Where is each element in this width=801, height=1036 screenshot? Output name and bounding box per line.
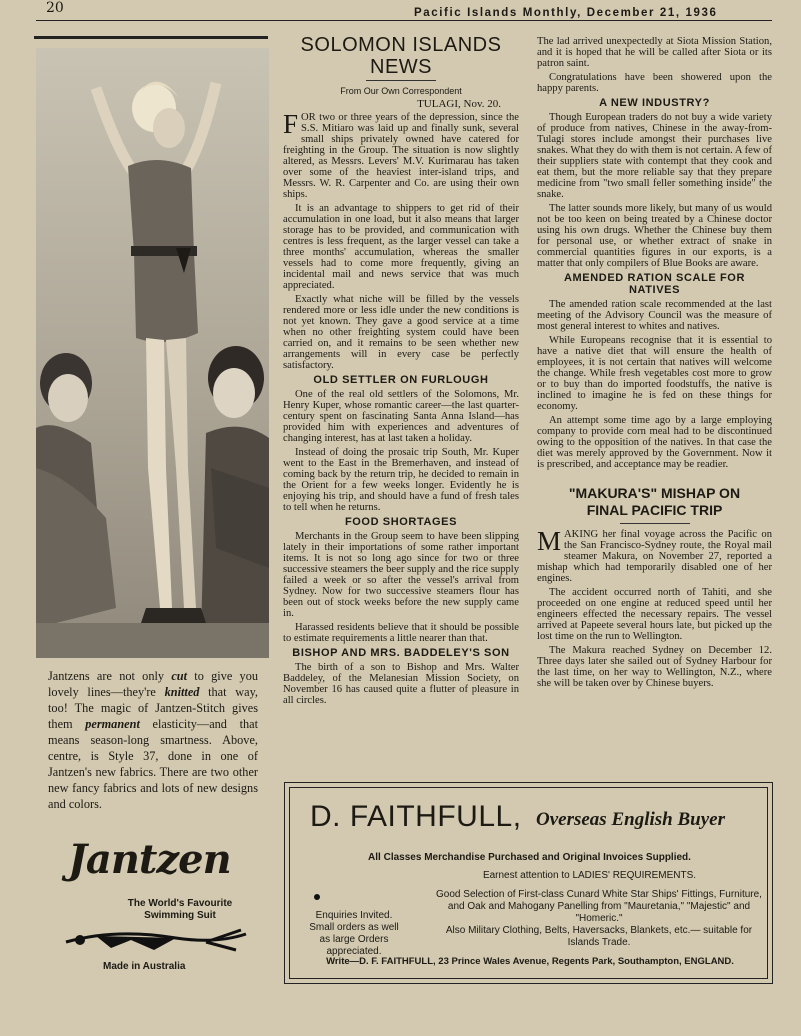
- faithfull-line1: All Classes Merchandise Purchased and Original Invoices Supplied.: [368, 852, 691, 863]
- article-title: [283, 34, 519, 78]
- paragraph: While Europeans recognise that it is essential to have a native diet that will ensure the health of employees, it is not certain that natives will welcome the change. While fresh vegetables cost more to grow or to buy than do imported foodstuffs, the native is inclined to imagine he is fed on these things for economy.: [537, 335, 772, 412]
- made-in-australia: Made in Australia: [103, 961, 186, 972]
- paragraph: The birth of a son to Bishop and Mrs. Walter Baddeley, of the Melanesian Mission Society, on November 16 has caused quite a flutter of pleasure in all circles.: [283, 662, 519, 706]
- paragraph: Though European traders do not buy a wide variety of produce from natives, Chinese in the away-from-Tulagi stores include amongst their purchases live snakes. What they do with them is not certain. A few of their suppliers state with contempt that they cook and eat them, but the more reliable say that they prepare medicine from "two small feller something inside" the snake.: [537, 112, 772, 200]
- paragraph: [537, 526, 772, 584]
- faithfull-subtitle: Overseas English Buyer: [536, 809, 725, 830]
- top-rule: [36, 20, 772, 21]
- subheading-industry: A NEW INDUSTRY?: [599, 97, 710, 109]
- faithfull-address: Write—D. F. FAITHFULL, 23 Prince Wales Avenue, Regents Park, Southampton, ENGLAND.: [326, 956, 734, 967]
- solomon-news-column: [283, 34, 519, 709]
- paragraph: Congratulations have been showered upon the happy parents.: [537, 72, 772, 94]
- ad-copy-emphasis: cut: [171, 669, 188, 683]
- drop-cap: M: [537, 526, 562, 556]
- jantzen-tagline: [120, 898, 240, 922]
- faithfull-selection: [430, 889, 768, 949]
- makura-title: [537, 485, 772, 519]
- paragraph: The amended ration scale recommended at the last meeting of the Advisory Council was the measure of most general interest to whites and natives.: [537, 299, 772, 332]
- jantzen-photo: [36, 48, 269, 658]
- ad-copy-emphasis: knitted: [164, 685, 200, 699]
- selection-text: Good Selection of First-class Cunard White Star Ships' Fittings, Furniture, and Oak and Mahogany Panelling from "Mauretania," "Majestic" and "Homeric.": [436, 889, 762, 924]
- byline: From Our Own Correspondent: [340, 86, 462, 96]
- ad-copy-part: that way, too! The magic of Jantzen-Stitch gives them: [48, 685, 258, 731]
- selection-text: Also Military Clothing, Belts, Haversacks, Blankets, etc.— suitable for Islands Trade.: [445, 925, 753, 948]
- subheading-food: FOOD SHORTAGES: [344, 516, 458, 528]
- paragraph: [283, 109, 519, 200]
- paragraph: An attempt some time ago by a large employing company to provide corn meal had to be discontinued owing to the opposition of the natives. In that case the diet was merely approved by the Government. Now it is prescribed, and acceptance may be readier.: [537, 415, 772, 470]
- drop-cap: F: [283, 109, 299, 139]
- paragraph: Merchants in the Group seem to have been slipping lately in their importations of some rather important items. It is not so long ago since for two or three successive steamers the beer supply and the rice supply failed a week or so after the vessel's arrival from Sydney. Now for two successive steamers flour has been out of stock weeks before the new supply came in.: [283, 531, 519, 619]
- faithfull-ad-inner-border: [289, 787, 768, 979]
- makura-rule: [620, 523, 690, 524]
- page-number: 20: [46, 0, 64, 16]
- spacer: [537, 473, 772, 485]
- paragraph: The accident occurred north of Tahiti, and she proceeded on one engine at reduced speed until her engineers effected the necessary repairs. The vessel arrived at Papeete several hours late, but picked up the lost time on the run to Wellington.: [537, 587, 772, 642]
- ad-copy-part: Jantzens are not only: [48, 669, 172, 683]
- tagline-line: The World's Favourite: [127, 898, 233, 909]
- paragraph: One of the real old settlers of the Solomons, Mr. Henry Kuper, whose romantic career—the last quarter-century spent on fascinating Santa Anna Island—has provided him with experiences and adventures of changing interest, has at last taken a holiday.: [283, 389, 519, 444]
- paragraph-text: AKING her final voyage across the Pacific on the San Francisco-Sydney route, the Royal mail steamer Makura, on November 27, reported a mishap which had temporarily disabled one of her engines.: [537, 529, 772, 584]
- diving-girl-icon: [56, 920, 256, 960]
- faithfull-ad: [284, 782, 773, 984]
- makura-title-line: FINAL PACIFIC TRIP: [586, 502, 723, 518]
- jantzen-logo: Jantzen: [68, 836, 231, 883]
- faithfull-line2: Earnest attention to LADIES' REQUIREMENTS.: [482, 870, 697, 881]
- running-head: Pacific Islands Monthly, December 21, 1936: [414, 7, 718, 19]
- left-column-rule: [34, 36, 268, 39]
- paragraph-text: OR two or three years of the depression, since the S.S. Mitiaro was laid up and finally sunk, several small ships privately owned have catered for freighting in the Group. The situation is now slightly altered, as Messrs. Levers' M.V. Kurimarau has taken over some of the heaviest inter-island trips, and Messrs. W. R. Carpenter and Co. are using their own ships.: [283, 112, 519, 200]
- makura-title-line: "MAKURA'S" MISHAP ON: [568, 485, 741, 501]
- paragraph: Exactly what niche will be filled by the vessels rendered more or less idle under the new conditions is not yet known. They gave a good service at a time when no other freighting system could have been carried on, and it remains to be seen whether new arrangements will in every case be perfectly satisfactory.: [283, 294, 519, 371]
- paragraph: The Makura reached Sydney on December 12. Three days later she sailed out of Sydney Harbour for the last time, on her way to Wellington, N.Z., where she will be taken over by Chinese buyers.: [537, 645, 772, 689]
- tagline-line: Swimming Suit: [144, 910, 216, 921]
- paragraph: The lad arrived unexpectedly at Siota Mission Station, and it is hoped that he will be called after Siota or its patron saint.: [537, 36, 772, 69]
- paragraph: The latter sounds more likely, but many of us would not be too keen on being treated by a Chinese doctor using his own drugs. Whether the Chinese buy them for personal use, or whether extract of snake in commercial quantities figures in our exports, is a matter that only compilers of Blue Books are aware.: [537, 203, 772, 269]
- subheading-bishop: BISHOP AND MRS. BADDELEY'S SON: [292, 647, 510, 659]
- subheading-furlough: OLD SETTLER ON FURLOUGH: [313, 374, 489, 386]
- bathing-suit-models-illustration: [36, 48, 269, 658]
- paragraph: Instead of doing the prosaic trip South, Mr. Kuper went to the East in the Bremerhaven, and instead of coming back by the return trip, he decided to remain in the Orient for a few weeks longer. Evidently he is enjoying his trip, and should have a fund of fresh tales to tell when he returns.: [283, 447, 519, 513]
- jantzen-logo-block: [48, 828, 258, 978]
- ad-copy-emphasis: permanent: [85, 717, 140, 731]
- ad-copy-part: to give you lovely lines—they're: [48, 669, 259, 699]
- right-column: [537, 36, 772, 692]
- ad-copy-part: elasticity—and that means season-long smartness. Above, centre, is Style 37, done in one of Jantzen's new fabrics. There are two other new fancy fabrics and lots of new designs and colors.: [48, 717, 259, 811]
- faithfull-enquiries: Enquiries Invited. Small orders as well as large Orders appreciated.: [309, 910, 399, 957]
- paragraph: Harassed residents believe that it should be possible to estimate requirements a little nearer than that.: [283, 622, 519, 644]
- paragraph: It is an advantage to shippers to get rid of their accumulation in one load, but it also means that larger storage has to be provided, and communication with centres is less frequent, as the larger vessel can take a three months' accumulation, whereas the smaller vessels had to come more frequently, giving an incidental mail and news service that was much appreciated.: [283, 203, 519, 291]
- article-title-line: NEWS: [370, 56, 432, 78]
- dateline: TULAGI, Nov. 20.: [417, 98, 501, 110]
- faithfull-name: D. FAITHFULL,: [310, 800, 522, 833]
- bullet-icon: [314, 894, 320, 900]
- article-title-line: SOLOMON ISLANDS: [300, 34, 502, 56]
- title-rule: [366, 80, 436, 81]
- subheading-ration: AMENDED RATION SCALE FOR NATIVES: [563, 272, 746, 296]
- jantzen-ad-copy: [48, 668, 258, 812]
